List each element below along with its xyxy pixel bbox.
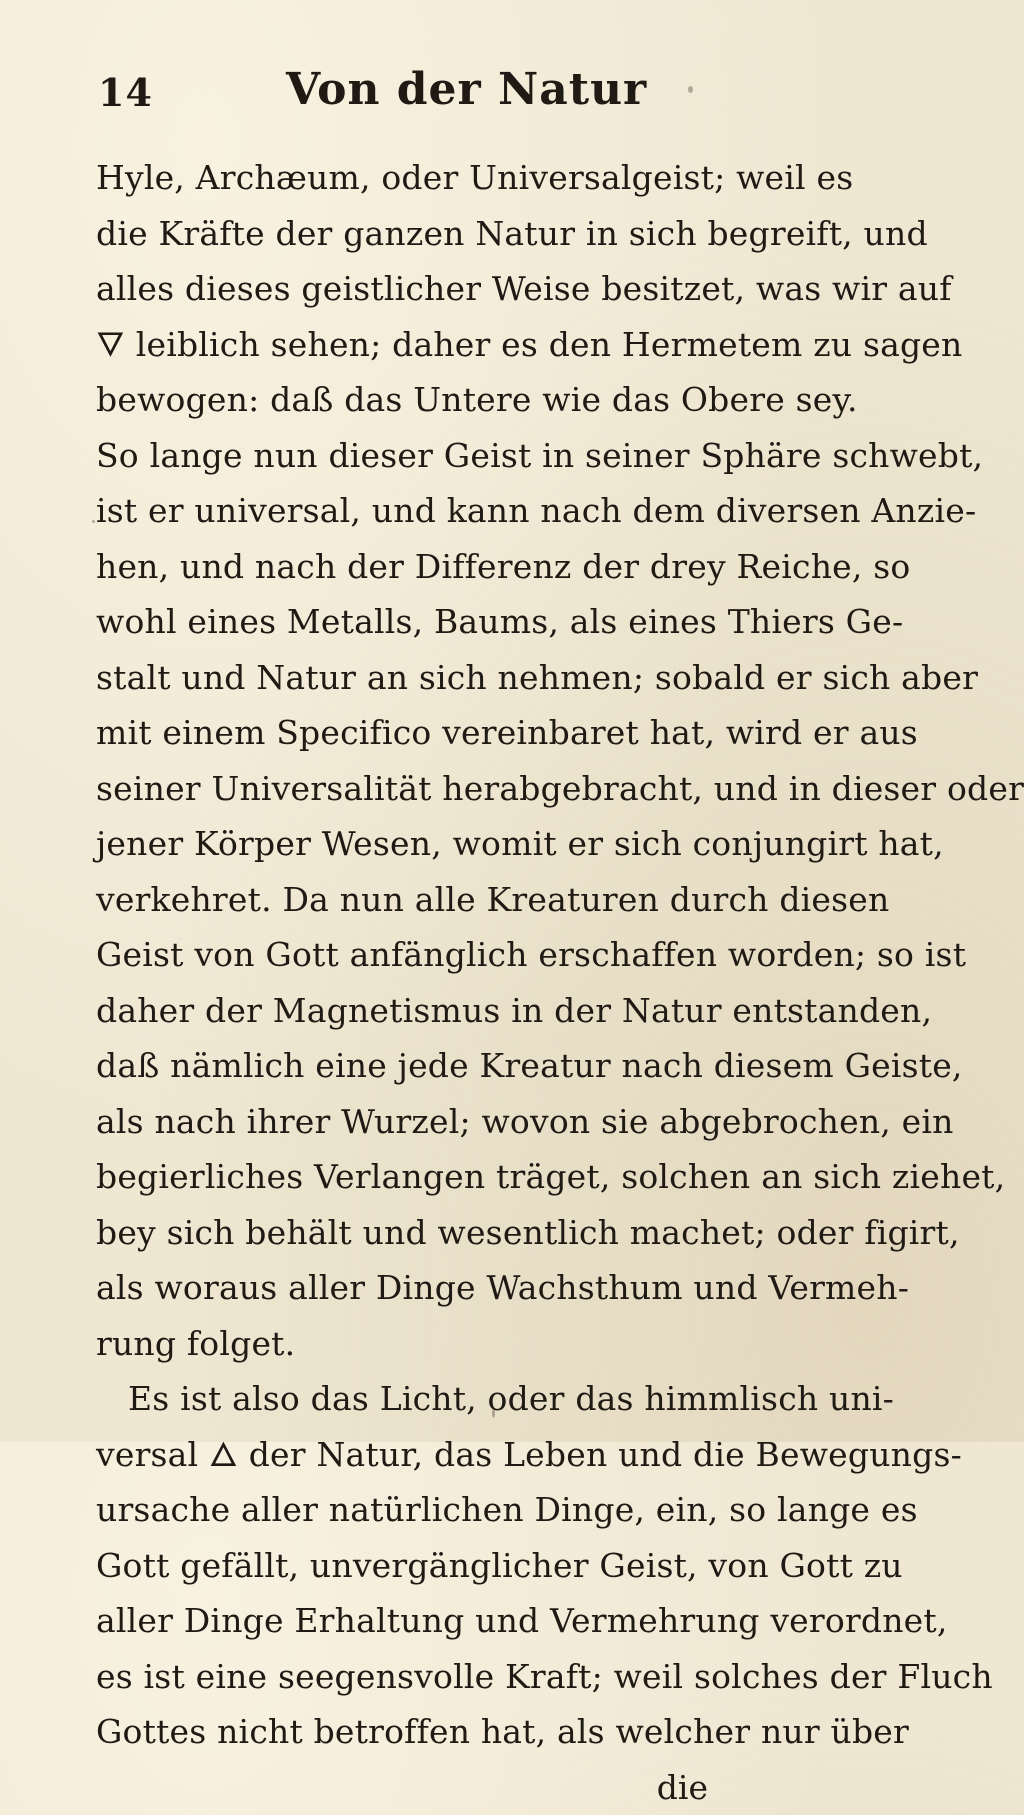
text-line: aller Dinge Erhaltung und Vermehrung verordnet, <box>96 1593 756 1649</box>
text-line: begierliches Verlangen träget, solchen an sich ziehet, <box>96 1149 756 1205</box>
text-line: mit einem Specifico vereinbaret hat, wird er aus <box>96 705 756 761</box>
text-line: Geist von Gott anfänglich erschaffen worden; so ist <box>96 927 756 983</box>
text-line: daß nämlich eine jede Kreatur nach diesem Geiste, <box>96 1038 756 1094</box>
catchword: die <box>96 1760 756 1815</box>
paper-speck <box>492 1408 495 1418</box>
text-line: seiner Universalität herabgebracht, und in dieser oder <box>96 761 756 817</box>
text-line: als woraus aller Dinge Wachsthum und Vermeh- <box>96 1260 756 1316</box>
running-head <box>98 62 738 122</box>
text-line: es ist eine seegensvolle Kraft; weil solches der Fluch <box>96 1649 756 1705</box>
page-number: 14 <box>98 70 153 115</box>
text-line: ursache aller natürlichen Dinge, ein, so lange es <box>96 1482 756 1538</box>
paper-speck <box>92 520 95 523</box>
text-line: Gott gefällt, unvergänglicher Geist, von Gott zu <box>96 1538 756 1594</box>
text-line: Hyle, Archæum, oder Universalgeist; weil es <box>96 150 756 206</box>
text-line: So lange nun dieser Geist in seiner Sphäre schwebt, <box>96 428 756 484</box>
running-title: Von der Natur <box>286 64 647 115</box>
text-line: Gottes nicht betroffen hat, als welcher nur über <box>96 1704 756 1760</box>
text-line: daher der Magnetismus in der Natur entstanden, <box>96 983 756 1039</box>
text-line: verkehret. Da nun alle Kreaturen durch diesen <box>96 872 756 928</box>
text-line: wohl eines Metalls, Baums, als eines Thiers Ge- <box>96 594 756 650</box>
text-line: die Kräfte der ganzen Natur in sich begreift, und <box>96 206 756 262</box>
text-line: rung folget. <box>96 1316 756 1372</box>
text-line: alles dieses geistlicher Weise besitzet, was wir auf <box>96 261 756 317</box>
body-text <box>96 150 756 1815</box>
text-line: bey sich behält und wesentlich machet; oder figirt, <box>96 1205 756 1261</box>
paper-speck <box>688 86 693 93</box>
text-line: als nach ihrer Wurzel; wovon sie abgebrochen, ein <box>96 1094 756 1150</box>
text-line: 🜄 leiblich sehen; daher es den Hermetem zu sagen <box>96 317 756 373</box>
text-line: stalt und Natur an sich nehmen; sobald er sich aber <box>96 650 756 706</box>
text-line: Es ist also das Licht, oder das himmlisch uni- <box>96 1371 756 1427</box>
text-line: bewogen: daß das Untere wie das Obere sey. <box>96 372 756 428</box>
text-line: jener Körper Wesen, womit er sich conjungirt hat, <box>96 816 756 872</box>
text-line: ist er universal, und kann nach dem diversen Anzie- <box>96 483 756 539</box>
text-line: versal 🜂 der Natur, das Leben und die Bewegungs- <box>96 1427 756 1483</box>
text-line: hen, und nach der Differenz der drey Reiche, so <box>96 539 756 595</box>
